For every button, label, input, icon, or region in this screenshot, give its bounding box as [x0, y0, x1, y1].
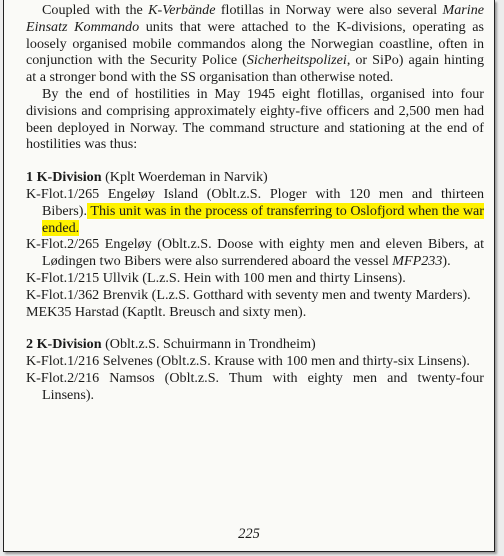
page-number: 225 [238, 526, 260, 542]
paragraph-1: Coupled with the K-Verbände flotillas in Norway were also several Marine Einsatz Kommando units that were attached to the K-divisions, operating as loosely organised mobile commandos along the Norwegian coastline, often in conjunction with the Security Police (Sicherheitspolizei, or SiPo) again hinting at a stronger bond with the SS organisation than otherwise noted. [26, 2, 484, 86]
flotilla-entry: K-Flot.1/362 Brenvik (L.z.S. Gotthard with seventy men and twenty Marders). [26, 286, 471, 303]
book-page [3, 0, 495, 552]
paragraph-2: By the end of hostilities in May 1945 eight flotillas, organised into four divisions and comprising approximately eighty-five officers and 2,500 men had been deployed in Norway. The command structure and stationing at the end of hostilities was thus: [26, 85, 484, 153]
italic-term: Sicherheitspolizei [246, 52, 347, 69]
page-text [26, 2, 484, 404]
division-1-section [26, 169, 484, 320]
flotilla-entry: K-Flot.2/216 Namsos (Oblt.z.S. Thum with eighty men and twenty-four Linsens). [26, 369, 484, 403]
italic-term: K-Verbände [148, 2, 216, 18]
highlighted-text: This unit was in the process of transferring to Oslofjord when the war ended. [42, 202, 484, 236]
division-2-section [26, 336, 484, 403]
flotilla-entry: K-Flot.2/265 Engeløy (Oblt.z.S. Doose with eighty men and eleven Bibers, at Lødingen two Bibers were also surrendered aboard the vessel MFP233). [26, 236, 484, 270]
division-1-heading: 1 K-Division (Kplt Woerdeman in Narvik) [26, 169, 268, 186]
italic-term: Marine Einsatz Kommando [26, 2, 484, 35]
flotilla-entry: K-Flot.1/265 Engeløy Island (Oblt.z.S. Ploger with 120 men and thirteen Bibers). This unit was in the process of transferring to Oslofjord when the war ended. [26, 185, 484, 236]
vessel-name: MFP233 [392, 253, 443, 270]
flotilla-entry: K-Flot.1/215 Ullvik (L.z.S. Hein with 100 men and thirty Linsens). [26, 269, 406, 286]
division-2-heading: 2 K-Division (Oblt.z.S. Schuirmann in Trondheim) [26, 336, 316, 353]
flotilla-entry: MEK35 Harstad (Kaptlt. Breusch and sixty men). [26, 303, 307, 320]
flotilla-entry: K-Flot.1/216 Selvenes (Oblt.z.S. Krause with 100 men and thirty-six Linsens). [26, 353, 470, 370]
